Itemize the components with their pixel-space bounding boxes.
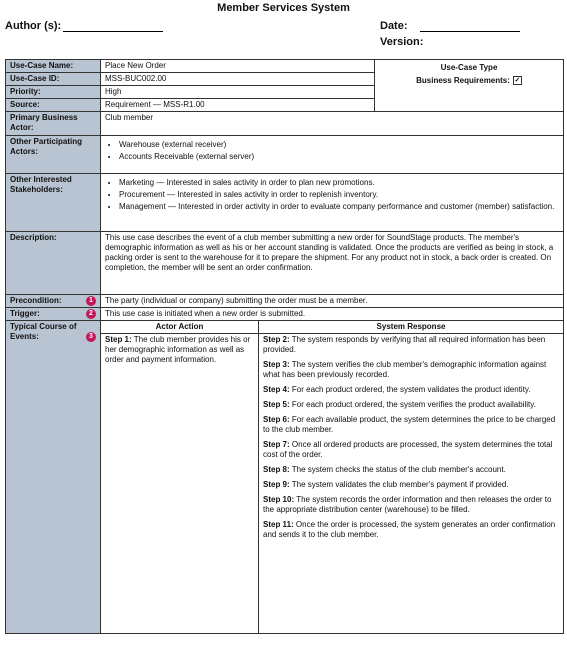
precondition-cell <box>6 295 101 308</box>
other-actors-value <box>101 136 564 174</box>
precondition-value: The party (individual or company) submitting the order must be a member. <box>101 295 564 308</box>
trigger-badge-icon: 2 <box>86 309 96 319</box>
precondition-label: Precondition: <box>10 296 62 305</box>
actor-steps-cell <box>101 334 259 634</box>
system-step: Step 6: For each available product, the system determines the price to be charged to the club member. <box>263 415 556 434</box>
primary-actor-label: Primary Business Actor: <box>6 112 101 136</box>
type-title: Use-Case Type <box>440 63 498 72</box>
use-case-table <box>5 59 564 634</box>
system-step: Step 4: For each product ordered, the system validates the product identity. <box>263 385 531 394</box>
date-line <box>420 31 520 32</box>
description-value: This use case describes the event of a club member submitting a new order for SoundStage products. The member's demographic information as well as his or her account standing is validated. Once the products are verified as being in stock, a packing order is sent to the warehouse for it to prepare the shipment. For any product not in stock, a back order is created. On completion, the member will be sent an order confirmation. <box>101 232 564 295</box>
system-response-header: System Response <box>259 321 564 334</box>
course-cell <box>6 321 101 634</box>
system-step: Step 7: Once all ordered products are processed, the system determines the total cost of the order. <box>263 440 553 459</box>
name-label: Use-Case Name: <box>6 60 101 73</box>
list-item: • Marketing — Interested in sales activity in order to plan new promotions. <box>119 178 559 188</box>
type-business-row <box>379 76 559 86</box>
use-case-name: Place New Order <box>101 60 375 73</box>
id-label: Use-Case ID: <box>6 73 101 86</box>
actor-step: Step 1: The club member provides his or her demographic information as well as order and payment information. <box>105 335 251 364</box>
date-label: Date: <box>380 20 408 32</box>
description-label: Description: <box>6 232 101 295</box>
stakeholders-label: Other Interested Stakeholders: <box>6 174 101 232</box>
type-business-label: Business Requirements: <box>416 76 510 85</box>
list-item: • Procurement — Interested in sales activity in order to replenish inventory. <box>119 190 559 200</box>
system-step: Step 2: The system responds by verifying that all required information has been provided. <box>263 335 546 354</box>
author-label: Author (s): <box>5 20 62 32</box>
use-case-id: MSS-BUC002.00 <box>101 73 375 86</box>
trigger-cell <box>6 308 101 321</box>
version-label: Version: <box>380 36 424 48</box>
actor-action-header: Actor Action <box>101 321 259 334</box>
business-checkbox-icon: ✓ <box>514 77 521 85</box>
trigger-label: Trigger: <box>10 309 40 318</box>
stakeholders-value <box>101 174 564 232</box>
course-badge-icon: 3 <box>86 332 96 342</box>
list-item: • Management — Interested in order activity in order to evaluate company performance and customer (member) satisfaction. <box>119 202 559 212</box>
system-step: Step 5: For each product ordered, the system verifies the product availability. <box>263 400 536 409</box>
other-actors-label: Other Participating Actors: <box>6 136 101 174</box>
list-item: • Warehouse (external receiver) <box>119 140 559 150</box>
system-step: Step 11: Once the order is processed, the system generates an order confirmation and sends it to the club member. <box>263 520 556 539</box>
precondition-badge-icon: 1 <box>86 296 96 306</box>
system-step: Step 10: The system records the order information and then releases the order to the appropriate distribution center (warehouse) to be filled. <box>263 495 552 514</box>
source-label: Source: <box>6 99 101 112</box>
system-step: Step 9: The system validates the club member's payment if provided. <box>263 480 509 489</box>
priority-label: Priority: <box>6 86 101 99</box>
document-title: Member Services System <box>217 2 350 14</box>
course-label: Typical Course of Events: <box>10 322 77 341</box>
list-item: • Accounts Receivable (external server) <box>119 152 559 162</box>
source-value: Requirement — MSS-R1.00 <box>101 99 375 112</box>
system-step: Step 3: The system verifies the club member's demographic information against what has been previously recorded. <box>263 360 547 379</box>
use-case-type <box>375 60 564 112</box>
trigger-value: This use case is initiated when a new order is submitted. <box>101 308 564 321</box>
system-step: Step 8: The system checks the status of the club member's account. <box>263 465 506 474</box>
priority-value: High <box>101 86 375 99</box>
system-steps-cell <box>259 334 564 634</box>
primary-actor-value: Club member <box>101 112 564 136</box>
author-line <box>63 31 163 32</box>
